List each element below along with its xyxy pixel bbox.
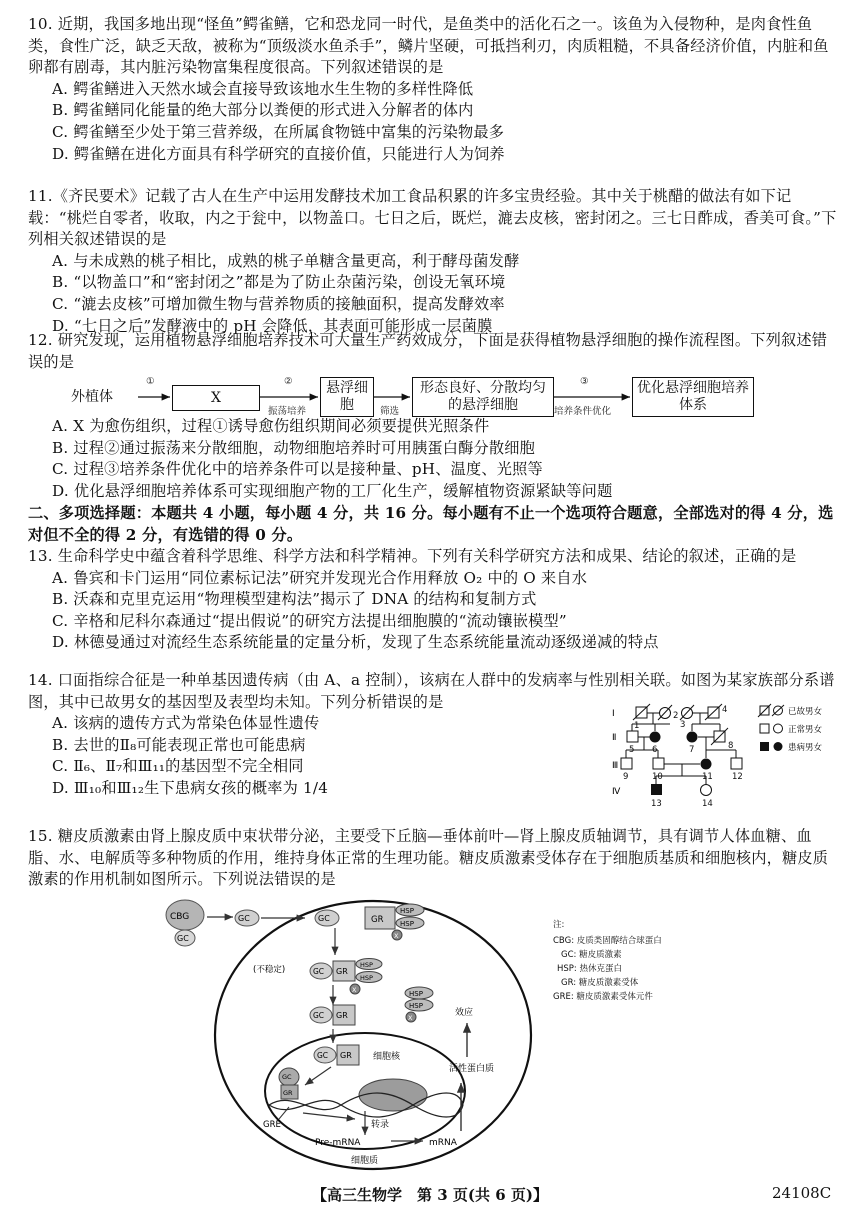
ped-num-10: 10 bbox=[652, 772, 663, 782]
question-11-stem: 11.《齐民要术》记载了古人在生产中运用发酵技术加工食品积累的许多宝贵经验。其中关于桃醋的做法有如下记载：“桃烂自零者，收取，内之于瓮中，以物盖口。七日之后，既烂，漉去皮核，密封闭之。三七日酢成，香美可食。”下列相关叙述错误的是 bbox=[28, 187, 837, 249]
gr-label-4: GR bbox=[340, 1051, 352, 1060]
question-14-stem: 14. 口面指综合征是一种单基因遗传病（由 A、a 控制），该病在人群中的发病率与性别相关联。如图为某家族部分系谱图，其中已故男女的基因型及表型均未知。下列分析错误的是 bbox=[28, 671, 835, 711]
hsp-label-1a: HSP bbox=[400, 907, 414, 915]
question-12-options bbox=[28, 416, 840, 502]
gen-label-3: Ⅲ bbox=[612, 761, 619, 771]
x-label-2: X bbox=[352, 986, 357, 994]
hsp-label-2a: HSP bbox=[360, 961, 373, 969]
question-10-option-d: D. 鳄雀鳝在进化方面具有科学研究的直接价值，只能进行人为饲养 bbox=[52, 144, 505, 163]
question-13-option-a: A. 鲁宾和卡门运用“同位素标记法”研究并发现光合作用释放 O₂ 中的 O 来自水 bbox=[52, 568, 588, 587]
legend-normal: 正常男女 bbox=[788, 725, 823, 735]
gen-label-2: Ⅱ bbox=[612, 733, 617, 743]
ped-num-8: 8 bbox=[728, 741, 734, 751]
gr-label-2: GR bbox=[336, 967, 348, 976]
ped-num-6: 6 bbox=[652, 745, 658, 755]
question-10-stem: 10. 近期，我国多地出现“怪鱼”鳄雀鳝，它和恐龙同一时代，是鱼类中的活化石之一。该鱼为入侵物种，是肉食性鱼类，食性广泛，缺乏天敌，被称为“顶级淡水鱼杀手”，鳞片坚硬，可抵挡利刃，肉质粗糙，不具备经济价值，内脏和鱼卵都有剧毒，其内脏污染物富集程度很高。下列叙述错误的是 bbox=[28, 15, 829, 77]
flow-step-3-label: 培养条件优化 bbox=[554, 406, 612, 417]
question-10-option-b: B. 鳄雀鳝同化能量的绝大部分以粪便的形式进入分解者的体内 bbox=[52, 101, 474, 120]
gc-free-label: GC bbox=[238, 914, 250, 923]
ped-num-11: 11 bbox=[702, 772, 713, 782]
question-12-stem: 12. 研究发现，运用植物悬浮细胞培养技术可大量生产药效成分，下面是获得植物悬浮细胞的操作流程图。下列叙述错误的是 bbox=[28, 331, 828, 371]
flow-start: 外植体 bbox=[52, 385, 132, 409]
ped-num-14: 14 bbox=[702, 799, 713, 809]
question-13-option-b: B. 沃森和克里克运用“物理模型建构法”揭示了 DNA 的结构和复制方式 bbox=[52, 590, 537, 609]
hsp-label-1b: HSP bbox=[400, 920, 414, 928]
flow-step-2-label: 振荡培养 bbox=[268, 406, 307, 417]
question-12 bbox=[28, 330, 840, 373]
legend-affected: 患病男女 bbox=[788, 743, 823, 753]
ped-num-12: 12 bbox=[732, 772, 743, 782]
ped-num-13: 13 bbox=[651, 799, 662, 809]
question-14-option-a: A. 该病的遗传方式为常染色体显性遗传 bbox=[52, 714, 320, 733]
page-footer-label: 【高三生物学 第 3 页(共 6 页)】 bbox=[312, 1186, 548, 1204]
question-12-option-d: D. 优化悬浮细胞培养体系可实现细胞产物的工厂化生产，缓解植物资源紧缺等问题 bbox=[52, 481, 613, 500]
question-11-option-b: B. “以物盖口”和“密封闭之”都是为了防止杂菌污染，创设无氧环境 bbox=[52, 273, 506, 292]
glucocorticoid-diagram bbox=[165, 893, 725, 1178]
note-cbg: CBG: 皮质类固醇结合球蛋白 bbox=[553, 936, 662, 946]
flow-step-1: ① bbox=[146, 376, 155, 387]
ped-num-3: 3 bbox=[680, 720, 686, 730]
legend-deceased: 已故男女 bbox=[788, 707, 823, 717]
pre-mrna-label: Pre-mRNA bbox=[315, 1138, 361, 1148]
gr-label-1: GR bbox=[371, 915, 384, 925]
cbg-label: CBG bbox=[170, 912, 190, 922]
note-gr: GR: 糖皮质激素受体 bbox=[561, 978, 639, 988]
question-11-option-c: C. “漉去皮核”可增加微生物与营养物质的接触面积，提高发酵效率 bbox=[52, 294, 505, 313]
gc-label-5: GC bbox=[282, 1073, 292, 1081]
hsp-label-2b: HSP bbox=[360, 974, 373, 982]
question-13-option-d: D. 林德曼通过对流经生态系统能量的定量分析，发现了生态系统能量流动逐级递减的特点 bbox=[52, 633, 659, 652]
gc-label-2: GC bbox=[313, 967, 325, 976]
gre-label: GRE bbox=[263, 1120, 281, 1130]
question-15-stem: 15. 糖皮质激素由肾上腺皮质中束状带分泌，主要受下丘脑—垂体前叶—肾上腺皮质轴调节，具有调节人体血糖、血脂、水、电解质等多种物质的作用，维持身体正常的生理功能。糖皮质激素受体存在于细胞质基质和细胞核内，糖皮质激素的作用机制如图所示。下列说法错误的是 bbox=[28, 827, 829, 889]
hsp-label-3b: HSP bbox=[409, 1002, 423, 1010]
question-15 bbox=[28, 826, 840, 891]
hsp-label-3a: HSP bbox=[409, 990, 423, 998]
mrna-label: mRNA bbox=[429, 1138, 457, 1148]
gen-label-1: Ⅰ bbox=[612, 709, 615, 719]
gr-label-3: GR bbox=[336, 1011, 348, 1020]
question-13-option-c: C. 辛格和尼科尔森通过“提出假说”的研究方法提出细胞膜的“流动镶嵌模型” bbox=[52, 611, 567, 630]
flow-filter-label: 筛选 bbox=[380, 406, 400, 417]
gen-label-4: Ⅳ bbox=[612, 787, 621, 797]
gc-cytoplasm-label: GC bbox=[318, 914, 330, 923]
flow-box-suspension: 悬浮细胞 bbox=[320, 377, 374, 417]
note-gre: GRE: 糖皮质激素受体元件 bbox=[553, 992, 653, 1002]
question-10-option-c: C. 鳄雀鳝至少处于第三营养级，在所属食物链中富集的污染物最多 bbox=[52, 122, 505, 141]
note-gc: GC: 糖皮质激素 bbox=[561, 950, 622, 960]
ped-num-5: 5 bbox=[629, 745, 635, 755]
question-14-option-b: B. 去世的Ⅱ₈可能表现正常也可能患病 bbox=[52, 735, 306, 754]
ped-num-7: 7 bbox=[689, 745, 695, 755]
unstable-label: (不稳定) bbox=[253, 965, 286, 975]
cytoplasm-label: 细胞质 bbox=[351, 1156, 379, 1166]
section-2-heading: 二、多项选择题：本题共 4 小题，每小题 4 分，共 16 分。每小题有不止一个选项符合题意，全部选对的得 4 分，选对但不全的得 2 分，有选错的得 0 分。 bbox=[28, 504, 834, 544]
question-10-option-a: A. 鳄雀鳝进入天然水域会直接导致该地水生生物的多样性降低 bbox=[52, 79, 474, 98]
active-protein-label: 活性蛋白质 bbox=[449, 1064, 495, 1074]
flow-step-3: ③ bbox=[580, 376, 589, 387]
question-11-option-a: A. 与未成熟的桃子相比，成熟的桃子单糖含量更高，利于酵母菌发酵 bbox=[52, 251, 520, 270]
question-14-option-c: C. Ⅱ₆、Ⅱ₇和Ⅲ₁₁的基因型不完全相同 bbox=[52, 757, 304, 776]
note-hsp: HSP: 热休克蛋白 bbox=[557, 964, 622, 974]
gr-label-5: GR bbox=[283, 1089, 293, 1097]
ped-num-1: 1 bbox=[634, 721, 640, 731]
pedigree-chart bbox=[610, 700, 850, 810]
x-label-3: X bbox=[408, 1014, 413, 1022]
question-14-option-d: D. Ⅲ₁₀和Ⅲ₁₂生下患病女孩的概率为 1/4 bbox=[52, 778, 329, 797]
question-13-stem: 13. 生命科学史中蕴含着科学思维、科学方法和科学精神。下列有关科学研究方法和成果、结论的叙述，正确的是 bbox=[28, 547, 797, 565]
gc-label-4: GC bbox=[317, 1051, 329, 1060]
effect-label: 效应 bbox=[455, 1008, 474, 1018]
transcription-label: 转录 bbox=[371, 1120, 390, 1130]
flow-step-2: ② bbox=[284, 376, 293, 387]
question-10 bbox=[28, 14, 840, 165]
exam-code: 24108C bbox=[772, 1184, 832, 1202]
question-11-option-d: D. “七日之后”发酵液中的 pH 会降低，其表面可能形成一层菌膜 bbox=[52, 316, 493, 335]
nucleus-label: 细胞核 bbox=[373, 1052, 401, 1062]
gc-bound-label: GC bbox=[177, 934, 189, 943]
question-12-option-c: C. 过程③培养条件优化中的培养条件可以是接种量、pH、温度、光照等 bbox=[52, 460, 543, 479]
gc-label-3: GC bbox=[313, 1011, 325, 1020]
question-13 bbox=[28, 546, 840, 654]
ped-num-9: 9 bbox=[623, 772, 629, 782]
question-12-option-b: B. 过程②通过振荡来分散细胞，动物细胞培养时可用胰蛋白酶分散细胞 bbox=[52, 438, 536, 457]
flow-box-good-cells: 形态良好、分散均匀的悬浮细胞 bbox=[412, 377, 554, 417]
ped-num-4: 4 bbox=[722, 705, 728, 715]
flow-box-x: X bbox=[172, 385, 260, 411]
x-label-1: X bbox=[394, 932, 399, 940]
question-11 bbox=[28, 186, 840, 337]
note-title: 注: bbox=[553, 920, 565, 930]
ped-num-2: 2 bbox=[673, 711, 679, 721]
flow-box-optimized: 优化悬浮细胞培养体系 bbox=[632, 377, 754, 417]
question-12-option-a: A. X 为愈伤组织，过程①诱导愈伤组织期间必须要提供光照条件 bbox=[52, 417, 490, 435]
